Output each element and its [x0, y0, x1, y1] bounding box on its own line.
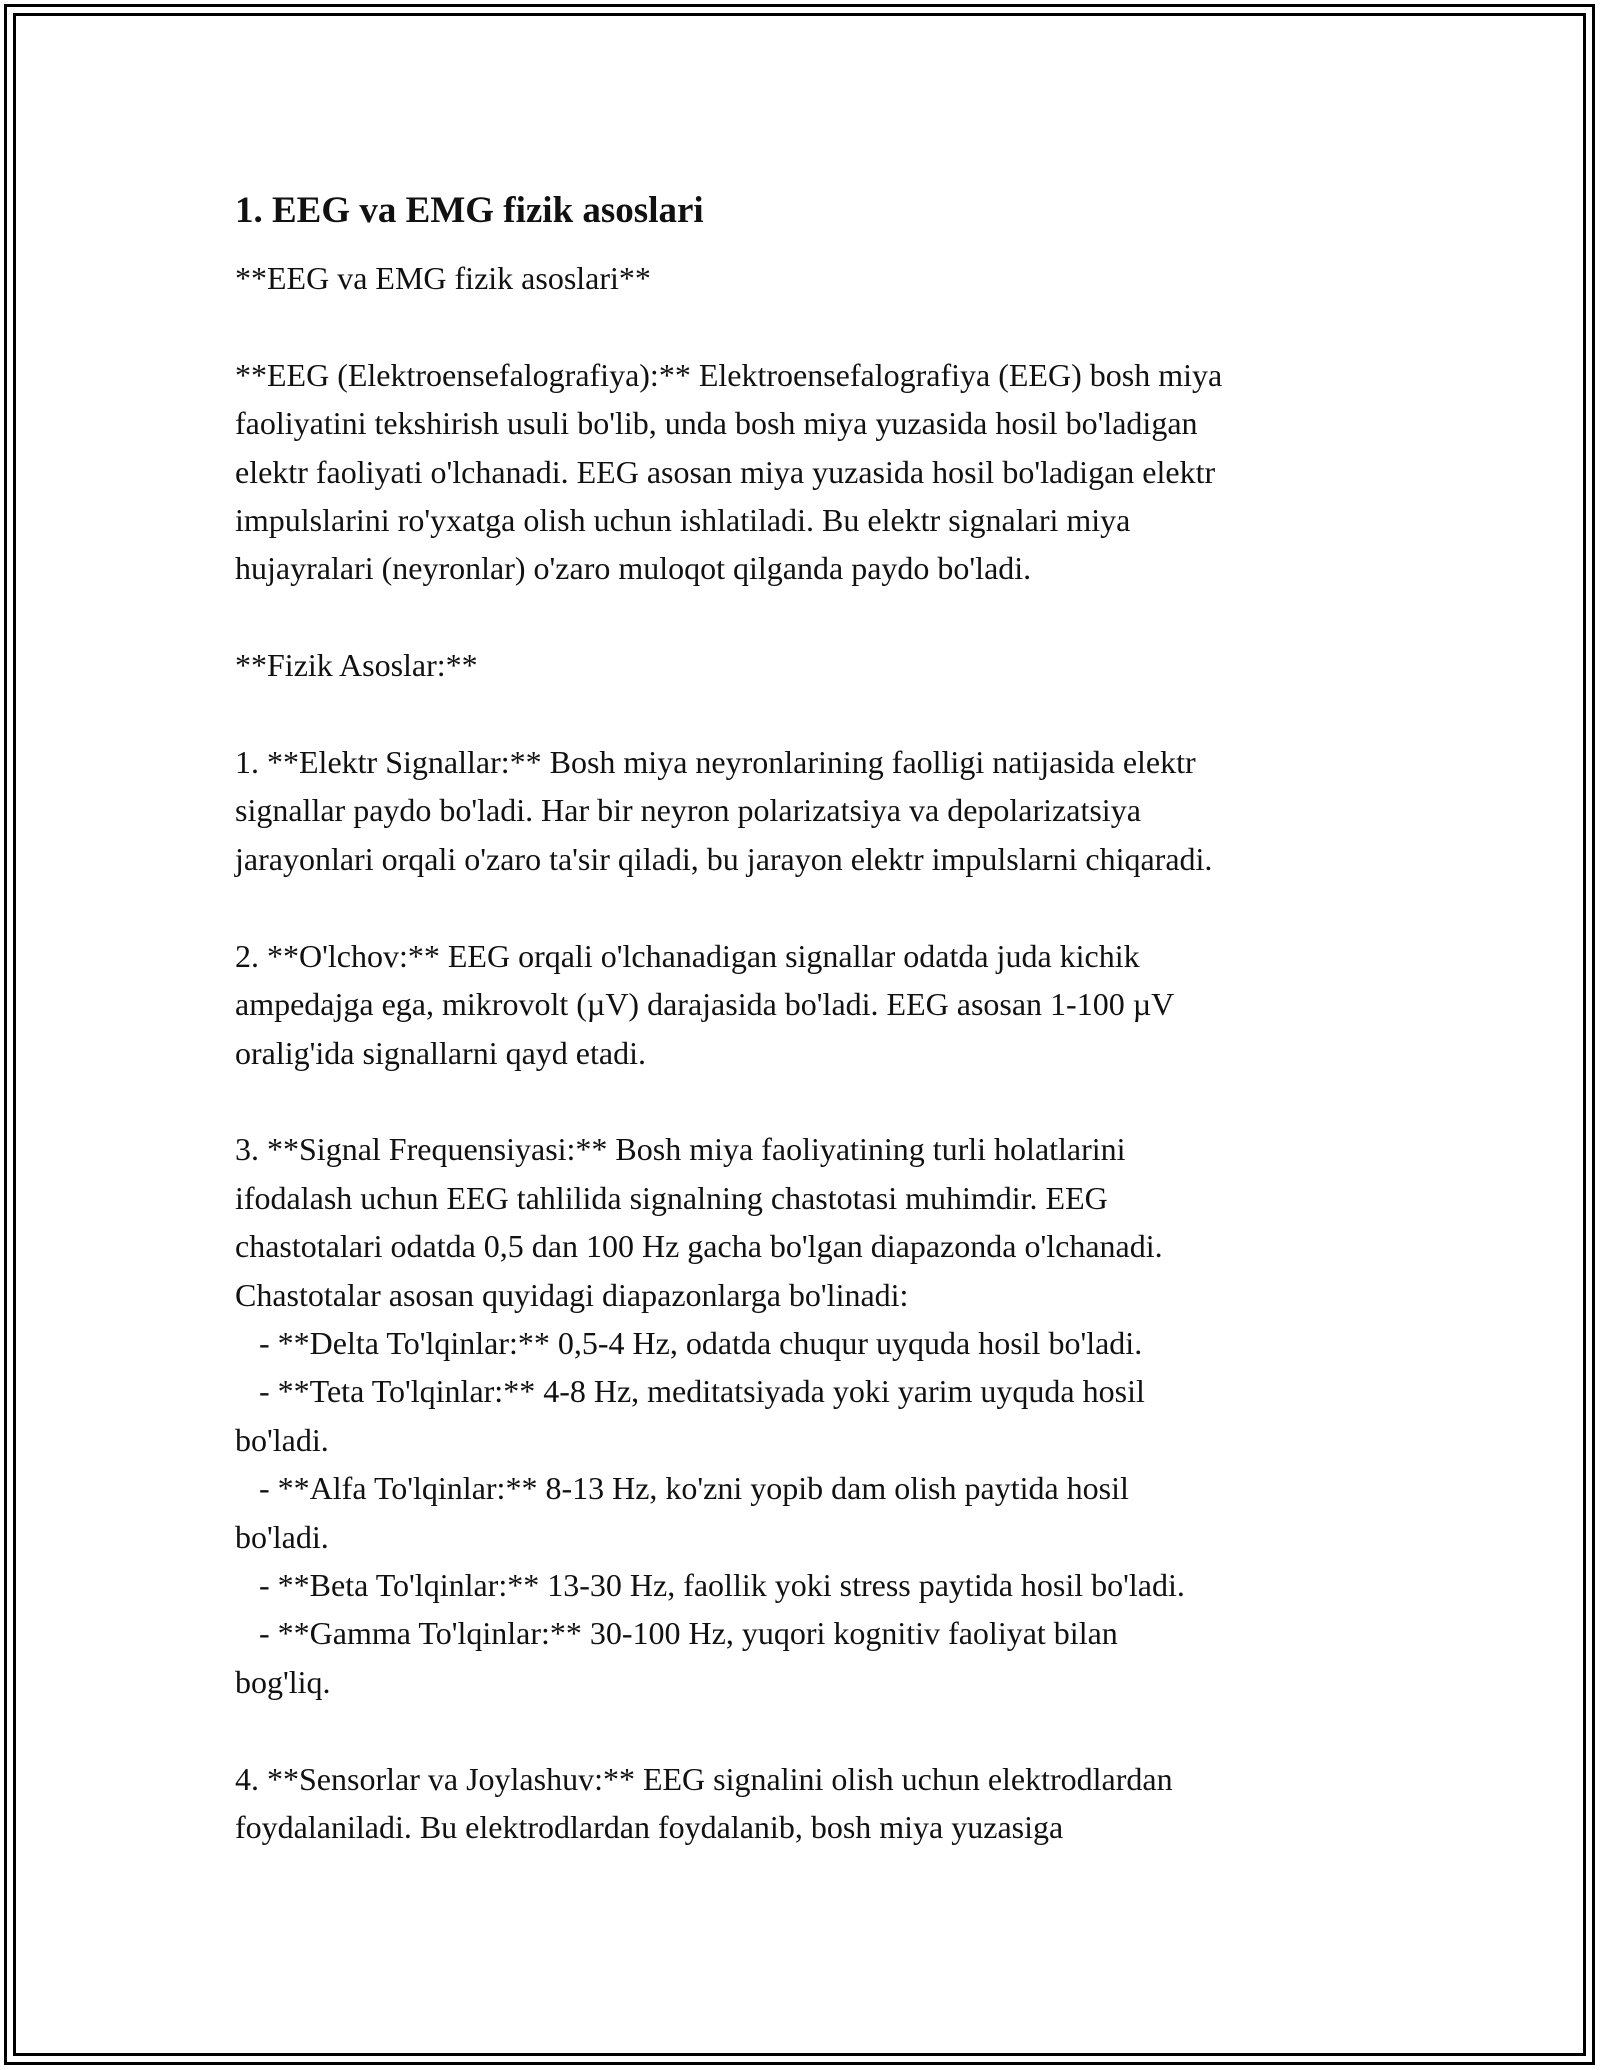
text-line: - **Beta To'lqinlar:** 13-30 Hz, faollik yoki stress paytida hosil bo'ladi.: [235, 1566, 1185, 1603]
blank-line: [235, 593, 1385, 641]
text-line: **EEG va EMG fizik asoslari**: [235, 260, 651, 296]
text-line: bo'ladi.: [235, 1518, 329, 1555]
text-line: - **Delta To'lqinlar:** 0,5-4 Hz, odatda chuqur uyquda hosil bo'ladi.: [235, 1324, 1143, 1361]
text-line: **EEG (Elektroensefalografiya):** Elektroensefalografiya (EEG) bosh miya: [235, 356, 1223, 393]
text-line: - **Alfa To'lqinlar:** 8-13 Hz, ko'zni yopib dam olish paytida hosil: [235, 1470, 1129, 1507]
blank-line: [235, 302, 1385, 350]
text-line: - **Teta To'lqinlar:** 4-8 Hz, meditatsiyada yoki yarim uyquda hosil: [235, 1373, 1145, 1410]
text-line: 1. **Elektr Signallar:** Bosh miya neyronlarining faolligi natijasida elektr: [235, 744, 1196, 781]
text-line: Chastotalar asosan quyidagi diapazonlarga bo'linadi:: [235, 1276, 909, 1313]
text-line: - **Gamma To'lqinlar:** 30-100 Hz, yuqori kognitiv faoliyat bilan: [235, 1615, 1118, 1652]
text-line: 4. **Sensorlar va Joylashuv:** EEG signalini olish uchun elektrodlardan: [235, 1760, 1173, 1797]
text-line: chastotalari odatda 0,5 dan 100 Hz gacha bo'lgan diapazonda o'lchanadi.: [235, 1228, 1163, 1265]
text-line: bo'ladi.: [235, 1421, 329, 1458]
blank-line: [235, 1077, 1385, 1125]
text-line: foydalaniladi. Bu elektrodlardan foydalanib, bosh miya yuzasiga: [235, 1809, 1064, 1845]
text-line: hujayralari (neyronlar) o'zaro muloqot qilganda paydo bo'ladi.: [235, 550, 1032, 587]
document-heading: 1. EEG va EMG fizik asoslari: [235, 190, 704, 231]
text-line: bog'liq.: [235, 1663, 331, 1700]
text-line: ampedajga ega, mikrovolt (µV) darajasida bo'ladi. EEG asosan 1-100 µV: [235, 986, 1175, 1023]
text-line: 2. **O'lchov:** EEG orqali o'lchanadigan signallar odatda juda kichik: [235, 937, 1140, 974]
text-line: signallar paydo bo'ladi. Har bir neyron polarizatsiya va depolarizatsiya: [235, 792, 1141, 829]
text-line: jarayonlari orqali o'zaro ta'sir qiladi, bu jarayon elektr impulslarni chiqaradi.: [235, 840, 1213, 877]
text-line: ifodalash uchun EEG tahlilida signalning chastotasi muhimdir. EEG: [235, 1179, 1108, 1216]
text-line: **Fizik Asoslar:**: [235, 647, 478, 684]
blank-line: [235, 690, 1385, 738]
text-line: impulslarini ro'yxatga olish uchun ishlatiladi. Bu elektr signalari miya: [235, 502, 1131, 539]
text-line: faoliyatini tekshirish usuli bo'lib, unda bosh miya yuzasida hosil bo'ladigan: [235, 405, 1198, 442]
blank-line: [235, 883, 1385, 931]
blank-line: [235, 1706, 1385, 1754]
text-line: oralig'ida signallarni qayd etadi.: [235, 1034, 646, 1071]
document-body: [235, 254, 1385, 1851]
document-content: [235, 185, 1385, 1851]
text-line: elektr faoliyati o'lchanadi. EEG asosan miya yuzasida hosil bo'ladigan elektr: [235, 453, 1216, 490]
text-line: 3. **Signal Frequensiyasi:** Bosh miya faoliyatining turli holatlarini: [235, 1131, 1126, 1168]
